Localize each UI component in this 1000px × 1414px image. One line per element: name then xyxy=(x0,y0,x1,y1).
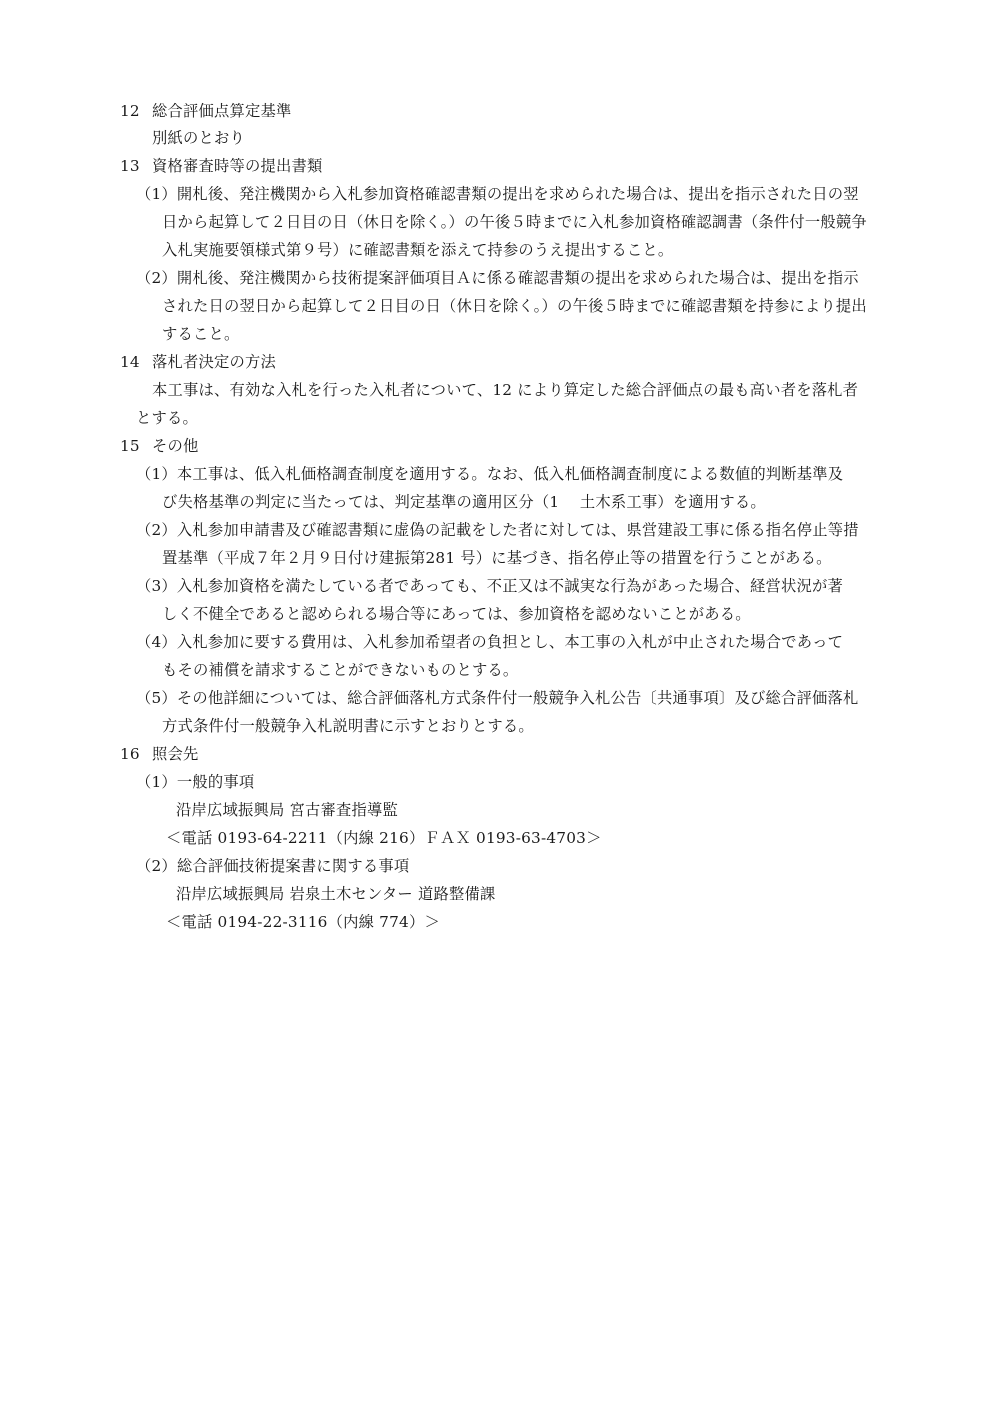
section-15-item-3-line-2: しく不健全であると認められる場合等にあっては、参加資格を認めないことがある。 xyxy=(162,605,751,623)
section-15-item-5-line-1: （5）その他詳細については、総合評価落札方式条件付一般競争入札公告〔共通事項〕及び総合評価落札 xyxy=(136,689,859,707)
section-number: 13 xyxy=(120,157,140,175)
section-15-item-1-line-1: （1）本工事は、低入札価格調査制度を適用する。なお、低入札価格調査制度による数値的判断基準及 xyxy=(136,465,844,483)
section-15-item-4-line-1: （4）入札参加に要する費用は、入札参加希望者の負担とし、本工事の入札が中止された場合であって xyxy=(136,633,844,651)
section-13-heading xyxy=(120,156,322,176)
section-13-item-1-line-1: （1）開札後、発注機関から入札参加資格確認書類の提出を求められた場合は、提出を指示された日の翌 xyxy=(136,185,859,203)
section-title: 資格審査時等の提出書類 xyxy=(152,157,323,175)
section-14-body-line-1: 本工事は、有効な入札を行った入札者について、12 により算定した総合評価点の最も高い者を落札者 xyxy=(152,381,859,399)
section-15-item-5-line-2: 方式条件付一般競争入札説明書に示すとおりとする。 xyxy=(162,717,534,735)
section-16-item-2-label: （2）総合評価技術提案書に関する事項 xyxy=(136,857,410,875)
section-number: 15 xyxy=(120,437,140,455)
section-15-item-4-line-2: もその補償を請求することができないものとする。 xyxy=(162,661,519,679)
section-15-item-1-line-2: び失格基準の判定に当たっては、判定基準の適用区分（1 土木系工事）を適用する。 xyxy=(162,493,766,511)
section-13-item-2-line-3: すること。 xyxy=(162,325,240,343)
section-15-item-2-line-1: （2）入札参加申請書及び確認書類に虚偽の記載をした者に対しては、県営建設工事に係る指名停止等措 xyxy=(136,521,859,539)
section-12-body: 別紙のとおり xyxy=(152,129,245,147)
section-title: 照会先 xyxy=(152,745,199,763)
section-title: 総合評価点算定基準 xyxy=(152,102,292,120)
section-14-heading xyxy=(120,352,276,372)
section-16-item-1-contact: ＜電話 0193-64-2211（内線 216）ＦＡＸ 0193-63-4703＞ xyxy=(166,829,602,847)
section-12-heading xyxy=(120,101,291,121)
section-16-item-1-label: （1）一般的事項 xyxy=(136,773,255,791)
section-16-heading xyxy=(120,744,199,764)
section-13-item-2-line-2: された日の翌日から起算して２日目の日（休日を除く。）の午後５時までに確認書類を持参により提出 xyxy=(162,297,867,315)
section-15-heading xyxy=(120,436,199,456)
section-title: その他 xyxy=(152,437,199,455)
section-16-item-2-org: 沿岸広域振興局 岩泉土木センター 道路整備課 xyxy=(176,885,496,903)
section-15-item-3-line-1: （3）入札参加資格を満たしている者であっても、不正又は不誠実な行為があった場合、経営状況が著 xyxy=(136,577,843,595)
section-number: 16 xyxy=(120,745,140,763)
section-14-body-line-2: とする。 xyxy=(136,409,198,427)
section-15-item-2-line-2: 置基準（平成７年２月９日付け建振第281 号）に基づき、指名停止等の措置を行うことがある。 xyxy=(162,549,832,567)
section-16-item-2-contact: ＜電話 0194-22-3116（内線 774）＞ xyxy=(166,913,440,931)
section-13-item-2-line-1: （2）開札後、発注機関から技術提案評価項目Ａに係る確認書類の提出を求められた場合は、提出を指示 xyxy=(136,269,859,287)
section-number: 14 xyxy=(120,353,140,371)
section-13-item-1-line-3: 入札実施要領様式第９号）に確認書類を添えて持参のうえ提出すること。 xyxy=(162,241,674,259)
section-16-item-1-org: 沿岸広域振興局 宮古審査指導監 xyxy=(176,801,399,819)
section-title: 落札者決定の方法 xyxy=(152,353,276,371)
section-13-item-1-line-2: 日から起算して２日目の日（休日を除く。）の午後５時までに入札参加資格確認調書（条件付一般競争 xyxy=(162,213,867,231)
section-number: 12 xyxy=(120,102,140,120)
